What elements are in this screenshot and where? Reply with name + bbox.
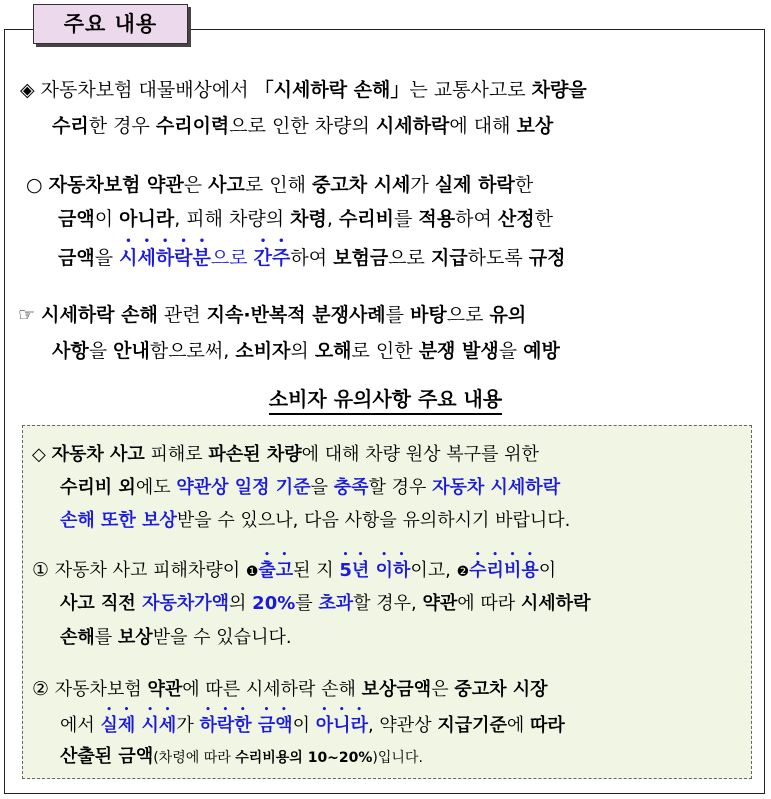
text: 시세하락 bbox=[520, 593, 591, 614]
text: 실제 시세 bbox=[100, 715, 177, 736]
text: 에 대해 bbox=[449, 115, 517, 137]
item2-line-3 bbox=[60, 738, 423, 777]
text: 보험금 bbox=[333, 247, 389, 269]
consumer-notice-heading bbox=[0, 383, 771, 412]
text: 시세하락 손해 bbox=[41, 304, 158, 326]
text: 자동차보험 bbox=[54, 679, 148, 700]
item2-line-1 bbox=[32, 671, 548, 708]
text: 지급기준 bbox=[437, 715, 507, 736]
text: 출고 bbox=[258, 560, 294, 581]
text: 의 bbox=[229, 593, 253, 614]
text: 산출된 금액 bbox=[60, 746, 154, 767]
text: 이 bbox=[292, 715, 316, 736]
text: 으로 bbox=[446, 304, 490, 326]
text: 함으로써, bbox=[149, 340, 236, 362]
text: 보상금액 bbox=[361, 679, 432, 700]
text: 수리비 외 bbox=[60, 477, 136, 498]
text: 가 bbox=[410, 174, 435, 196]
text: 피해로 bbox=[144, 444, 209, 465]
text: 보상 bbox=[516, 115, 554, 137]
text: 금액 bbox=[58, 247, 95, 269]
text: 이 bbox=[538, 560, 557, 581]
text: , 피해 차량의 bbox=[174, 208, 291, 230]
text: 지급 bbox=[430, 247, 468, 269]
text: 할 경우, bbox=[353, 593, 423, 614]
text: 에서 bbox=[60, 715, 101, 736]
text: 예방 bbox=[523, 340, 560, 362]
black-circled-two-icon: ❷ bbox=[456, 564, 470, 580]
summary-line-2 bbox=[52, 109, 553, 143]
text: 지속·반복적 분쟁사례 bbox=[206, 304, 386, 326]
number-one-marker: ① bbox=[32, 559, 50, 581]
black-circled-one-icon: ❶ bbox=[245, 564, 259, 580]
text: 금액 bbox=[58, 208, 95, 230]
text: 약관상 일정 기준 bbox=[176, 477, 311, 498]
section-title-tab: 주요 내용 bbox=[33, 4, 188, 44]
text: 을 bbox=[498, 340, 524, 362]
text: 으로 bbox=[388, 247, 431, 269]
text: 보상 bbox=[117, 627, 153, 648]
text: 소비자 bbox=[235, 340, 291, 362]
text: 는 교통사고로 bbox=[409, 79, 532, 101]
text: 수리이력 bbox=[155, 115, 230, 137]
text: 분쟁 발생 bbox=[418, 340, 499, 362]
text: 적용 bbox=[418, 208, 456, 230]
summary-line-1 bbox=[20, 73, 587, 107]
text: 중고차 시장 bbox=[454, 679, 548, 700]
text: 한 경우 bbox=[88, 115, 156, 137]
text: 유의 bbox=[489, 304, 527, 326]
text: 파손된 차량 bbox=[208, 444, 302, 465]
text: 받을 수 있습니다. bbox=[152, 627, 292, 648]
text: 약관 bbox=[147, 679, 183, 700]
text: 수리비용의 10~20% bbox=[235, 750, 373, 766]
text: 한 bbox=[534, 208, 553, 230]
item1-line-3 bbox=[60, 619, 292, 656]
text: 자동차보험 약관 bbox=[48, 174, 184, 196]
text: 바탕 bbox=[410, 304, 447, 326]
text: 은 bbox=[431, 679, 455, 700]
text: 사고 bbox=[208, 174, 245, 196]
text: (차령에 따라 bbox=[153, 750, 236, 766]
text: 20% bbox=[252, 593, 296, 614]
text: 아니라 bbox=[119, 208, 175, 230]
text: 을 bbox=[88, 340, 114, 362]
guide-line-1 bbox=[18, 298, 526, 332]
text: 손해 또한 보상 bbox=[60, 510, 177, 531]
hollow-diamond-bullet-icon: ◇ bbox=[32, 444, 46, 465]
text: 중고차 시세 bbox=[312, 174, 411, 196]
clause-line-3 bbox=[58, 236, 565, 275]
notice-line-3 bbox=[60, 502, 570, 539]
text: 를 bbox=[94, 627, 118, 648]
text: 시세하락분 bbox=[119, 247, 211, 269]
text: 관련 bbox=[157, 304, 207, 326]
text: 를 bbox=[295, 593, 319, 614]
text: 로 인한 bbox=[351, 340, 419, 362]
text: 시세하락 bbox=[375, 115, 450, 137]
text: 약관 bbox=[422, 593, 458, 614]
text: 5년 이하 bbox=[339, 560, 411, 581]
text: 으로 인한 차량의 bbox=[229, 115, 376, 137]
text: 하여 bbox=[455, 208, 498, 230]
text: 규정 bbox=[528, 247, 566, 269]
heading-text: 소비자 유의사항 주요 내용 bbox=[269, 387, 502, 415]
text: 간주 bbox=[253, 247, 291, 269]
text: 자동차 시세하락 bbox=[432, 477, 561, 498]
text: 하도록 bbox=[467, 247, 529, 269]
circle-bullet-icon: ○ bbox=[26, 174, 43, 196]
text: 한 bbox=[514, 174, 534, 196]
number-two-marker: ② bbox=[32, 678, 50, 700]
clause-line-2 bbox=[58, 202, 553, 236]
text: 차령 bbox=[290, 208, 327, 230]
text: 할 경우 bbox=[368, 477, 433, 498]
text: 차량을 bbox=[531, 79, 587, 101]
text: 사항 bbox=[52, 340, 89, 362]
text: 산정 bbox=[497, 208, 535, 230]
clause-line-1 bbox=[26, 168, 533, 202]
text: 실제 하락 bbox=[434, 174, 515, 196]
text: 에 대해 차량 원상 복구를 위한 bbox=[301, 444, 539, 465]
text: 충족 bbox=[333, 477, 369, 498]
text: 이 bbox=[94, 208, 120, 230]
item1-line-2 bbox=[60, 585, 590, 622]
text: 수리 bbox=[52, 115, 89, 137]
text: , 약관상 bbox=[367, 715, 438, 736]
text: 을 bbox=[94, 247, 120, 269]
diamond-bullet-icon: ◈ bbox=[20, 79, 35, 101]
text: 오해 bbox=[314, 340, 352, 362]
text: 하락한 금액 bbox=[199, 715, 293, 736]
pointing-hand-icon: ☞ bbox=[18, 304, 36, 326]
text: 된 지 bbox=[293, 560, 340, 581]
text: 따라 bbox=[530, 715, 565, 736]
text: 에 따라 bbox=[457, 593, 521, 614]
text: 「시세하락 손해」 bbox=[254, 79, 410, 101]
text: 에도 bbox=[135, 477, 177, 498]
text: 이고, bbox=[410, 560, 457, 581]
text: 를 bbox=[385, 304, 411, 326]
text: 받을 수 있으나, 다음 사항을 유의하시기 바랍니다. bbox=[176, 510, 571, 531]
text: 은 bbox=[183, 174, 209, 196]
text: 자동차보험 대물배상에서 bbox=[40, 79, 255, 101]
text: 가 bbox=[176, 715, 200, 736]
text: 의 bbox=[290, 340, 315, 362]
text: 자동차가액 bbox=[142, 593, 230, 614]
text: 자동차 사고 피해차량이 bbox=[54, 560, 246, 581]
text: 로 인해 bbox=[244, 174, 313, 196]
text: 으로 bbox=[210, 247, 254, 269]
text: , bbox=[326, 208, 339, 230]
notice-line-2 bbox=[60, 469, 560, 506]
text: 초과 bbox=[318, 593, 354, 614]
text: 수리비용 bbox=[469, 560, 539, 581]
text: )입니다. bbox=[372, 750, 423, 766]
text: 자동차 사고 bbox=[51, 444, 145, 465]
text: 하여 bbox=[290, 247, 334, 269]
text: 을 bbox=[310, 477, 334, 498]
text: 사고 직전 bbox=[60, 593, 143, 614]
text: 에 따른 시세하락 손해 bbox=[182, 679, 362, 700]
text: 를 bbox=[394, 208, 419, 230]
guide-line-2 bbox=[52, 334, 560, 368]
notice-line-1 bbox=[32, 436, 539, 473]
text: 손해 bbox=[60, 627, 95, 648]
text: 아니라 bbox=[315, 715, 368, 736]
text: 수리비 bbox=[338, 208, 394, 230]
text: 안내 bbox=[113, 340, 150, 362]
text: 에 bbox=[506, 715, 530, 736]
